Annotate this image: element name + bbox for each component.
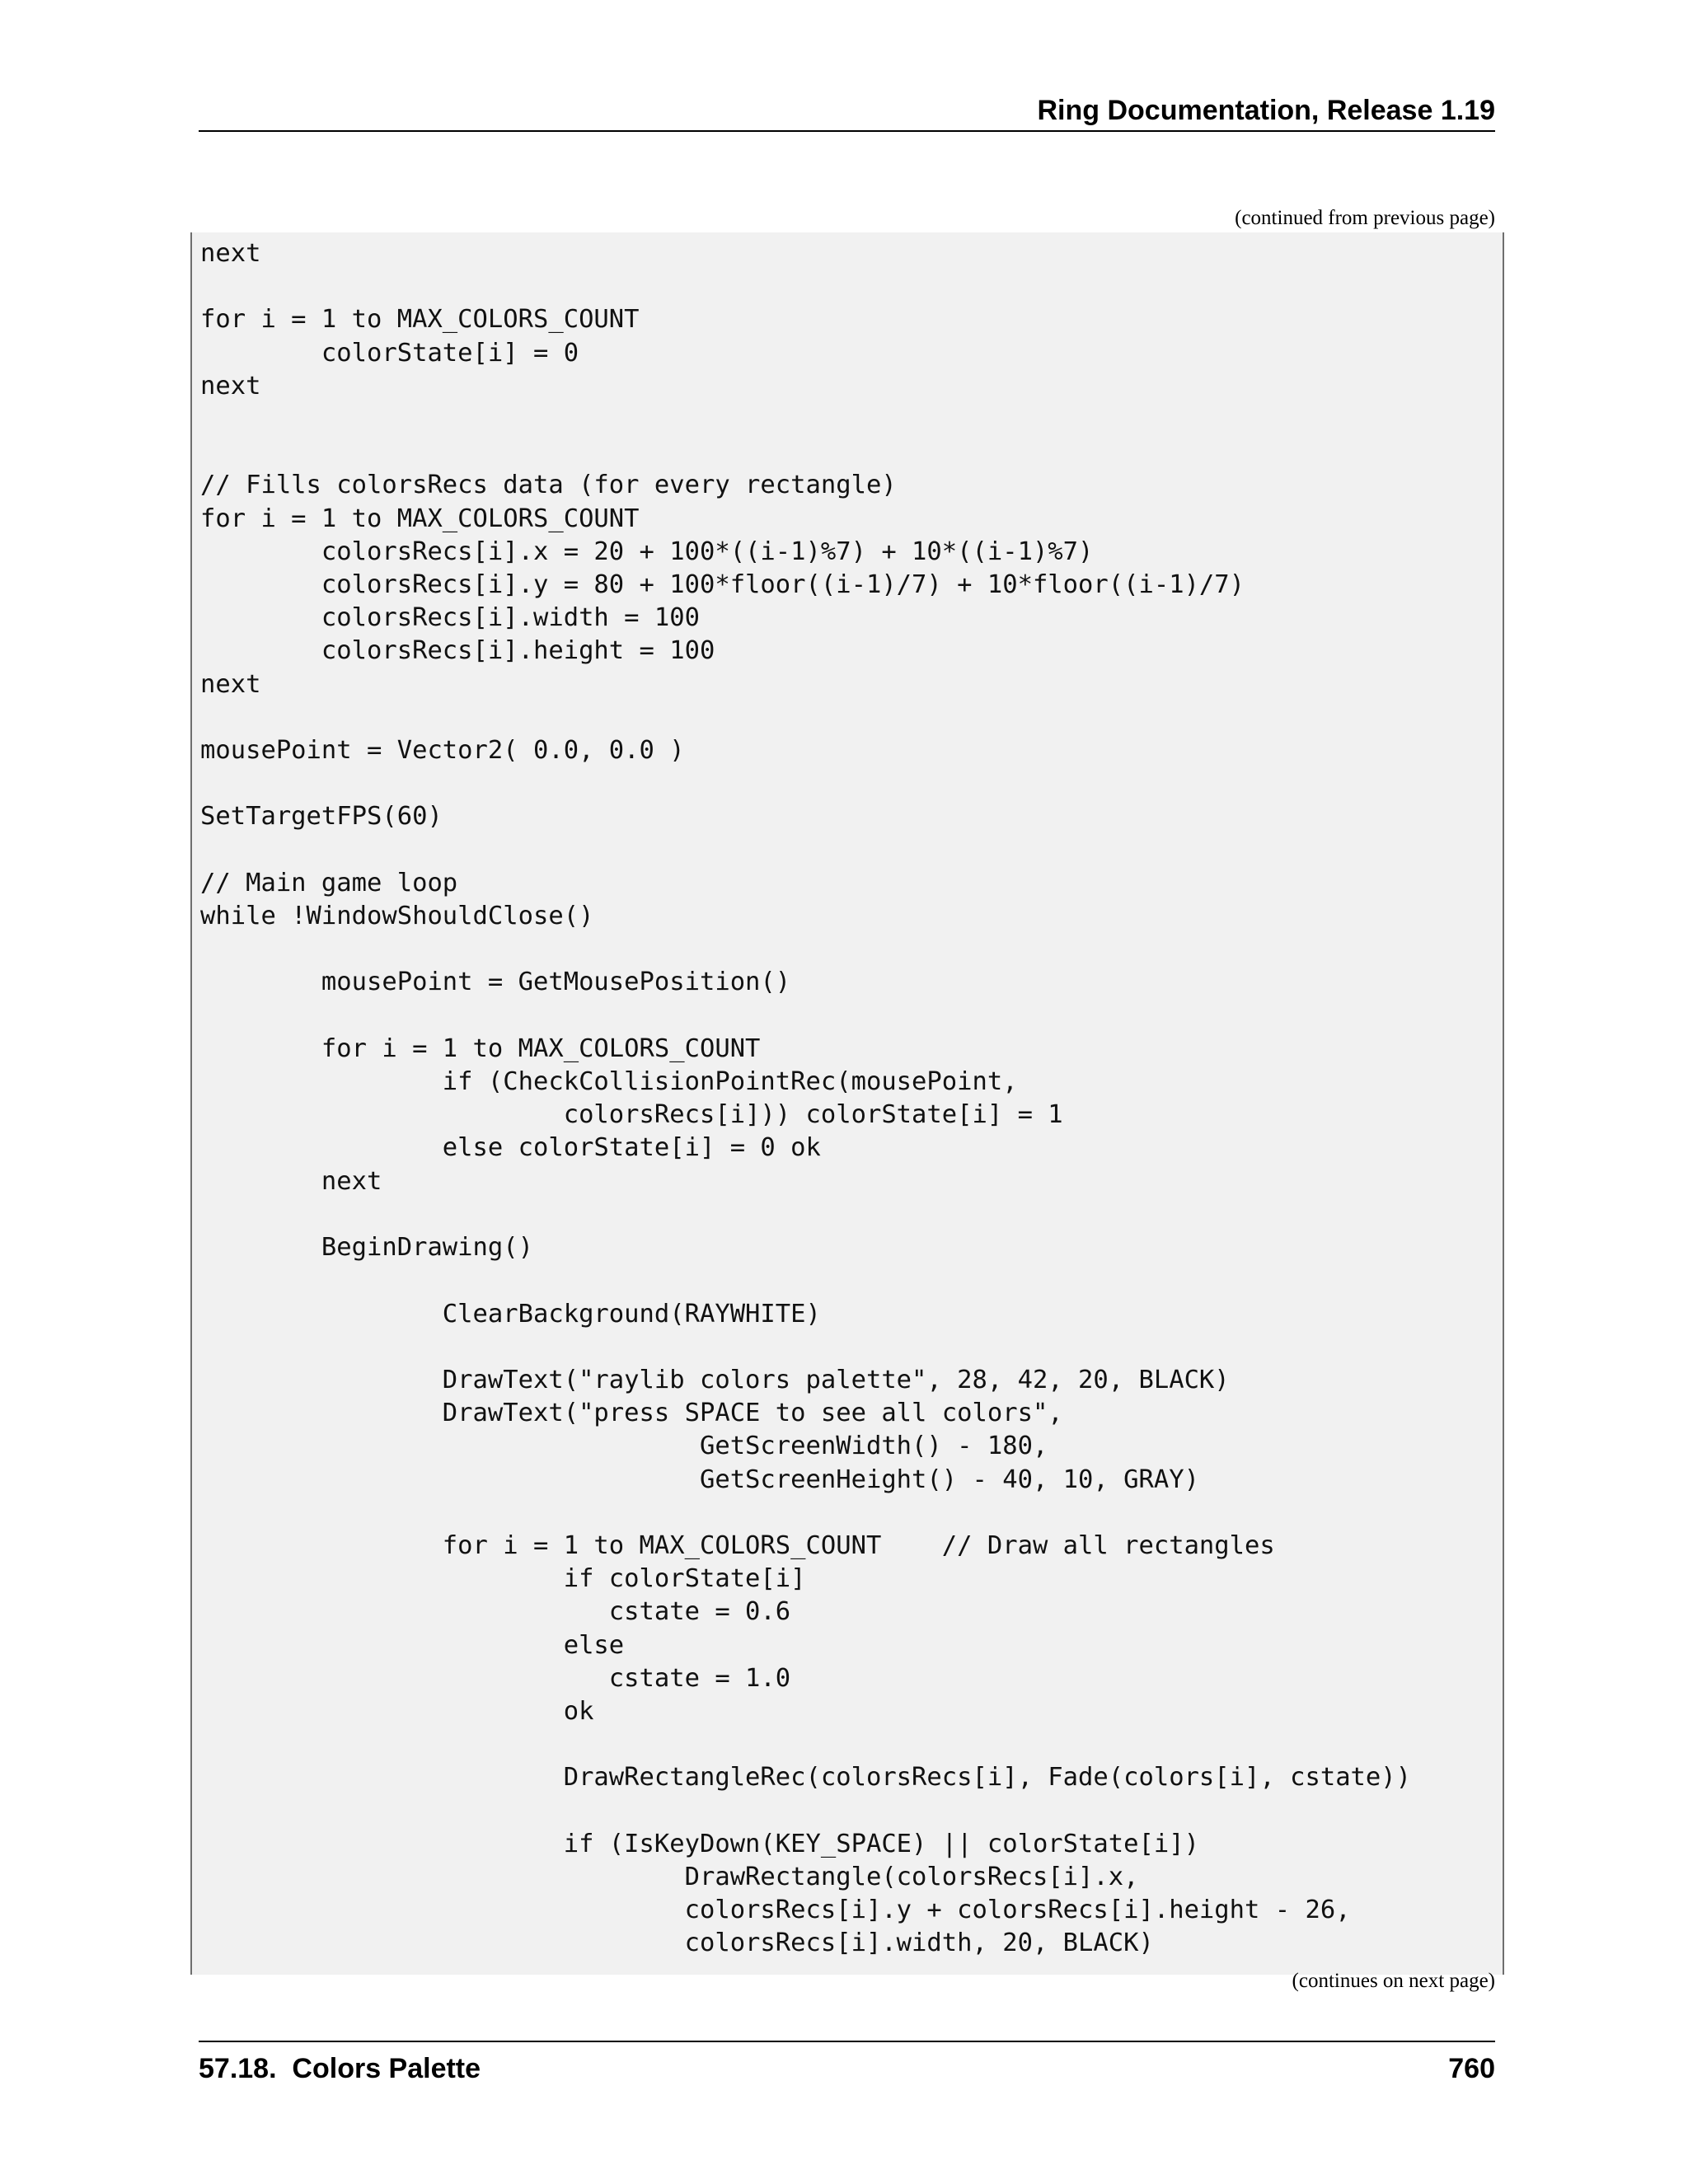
footer-divider xyxy=(199,2041,1495,2042)
code-listing: next for i = 1 to MAX_COLORS_COUNT colorState[i] = 0 next // Fills colorsRecs data (for every rectangle) for i = 1 to MAX_COLORS_COUNT colorsRecs[i].x = 20 + 100*((i-1)%7) + 10*((i-1)%7) colorsRecs[i].y = 80 + 100*floor((i-1)/7) + 10*floor((i-1)/7) colorsRecs[i].width = 100 colorsRecs[i].height = 100 next mousePoint = Vector2( 0.0, 0.0 ) SetTargetFPS(60) // Main game loop while !WindowShouldClose() mousePoint = GetMousePosition() for i = 1 to MAX_COLORS_COUNT if (CheckCollisionPointRec(mousePoint, colorsRecs[i])) colorState[i] = 1 else colorState[i] = 0 ok next BeginDrawing() ClearBackground(RAYWHITE) DrawText("raylib colors palette", 28, 42, 20, BLACK) DrawText("press SPACE to see all colors", GetScreenWidth() - 180, GetScreenHeight() - 40, 10, GRAY) for i = 1 to MAX_COLORS_COUNT // Draw all rectangles if colorState[i] cstate = 0.6 else cstate = 1.0 ok DrawRectangleRec(colorsRecs[i], Fade(colors[i], cstate)) if (IsKeyDown(KEY_SPACE) || colorState[i]) DrawRectangle(colorsRecs[i].x, colorsRecs[i].y + colorsRecs[i].height - 26, colorsRecs[i].width, 20, BLACK) xyxy=(200,239,1412,1958)
continued-from-previous-page-note: (continued from previous page) xyxy=(1235,207,1495,229)
header-divider xyxy=(199,130,1495,132)
code-block xyxy=(190,232,1504,1975)
footer-section-title: 57.18. Colors Palette xyxy=(199,2053,481,2084)
page-number: 760 xyxy=(1448,2053,1495,2084)
document-title: Ring Documentation, Release 1.19 xyxy=(1037,95,1495,126)
continues-on-next-page-note: (continues on next page) xyxy=(1292,1970,1495,1992)
